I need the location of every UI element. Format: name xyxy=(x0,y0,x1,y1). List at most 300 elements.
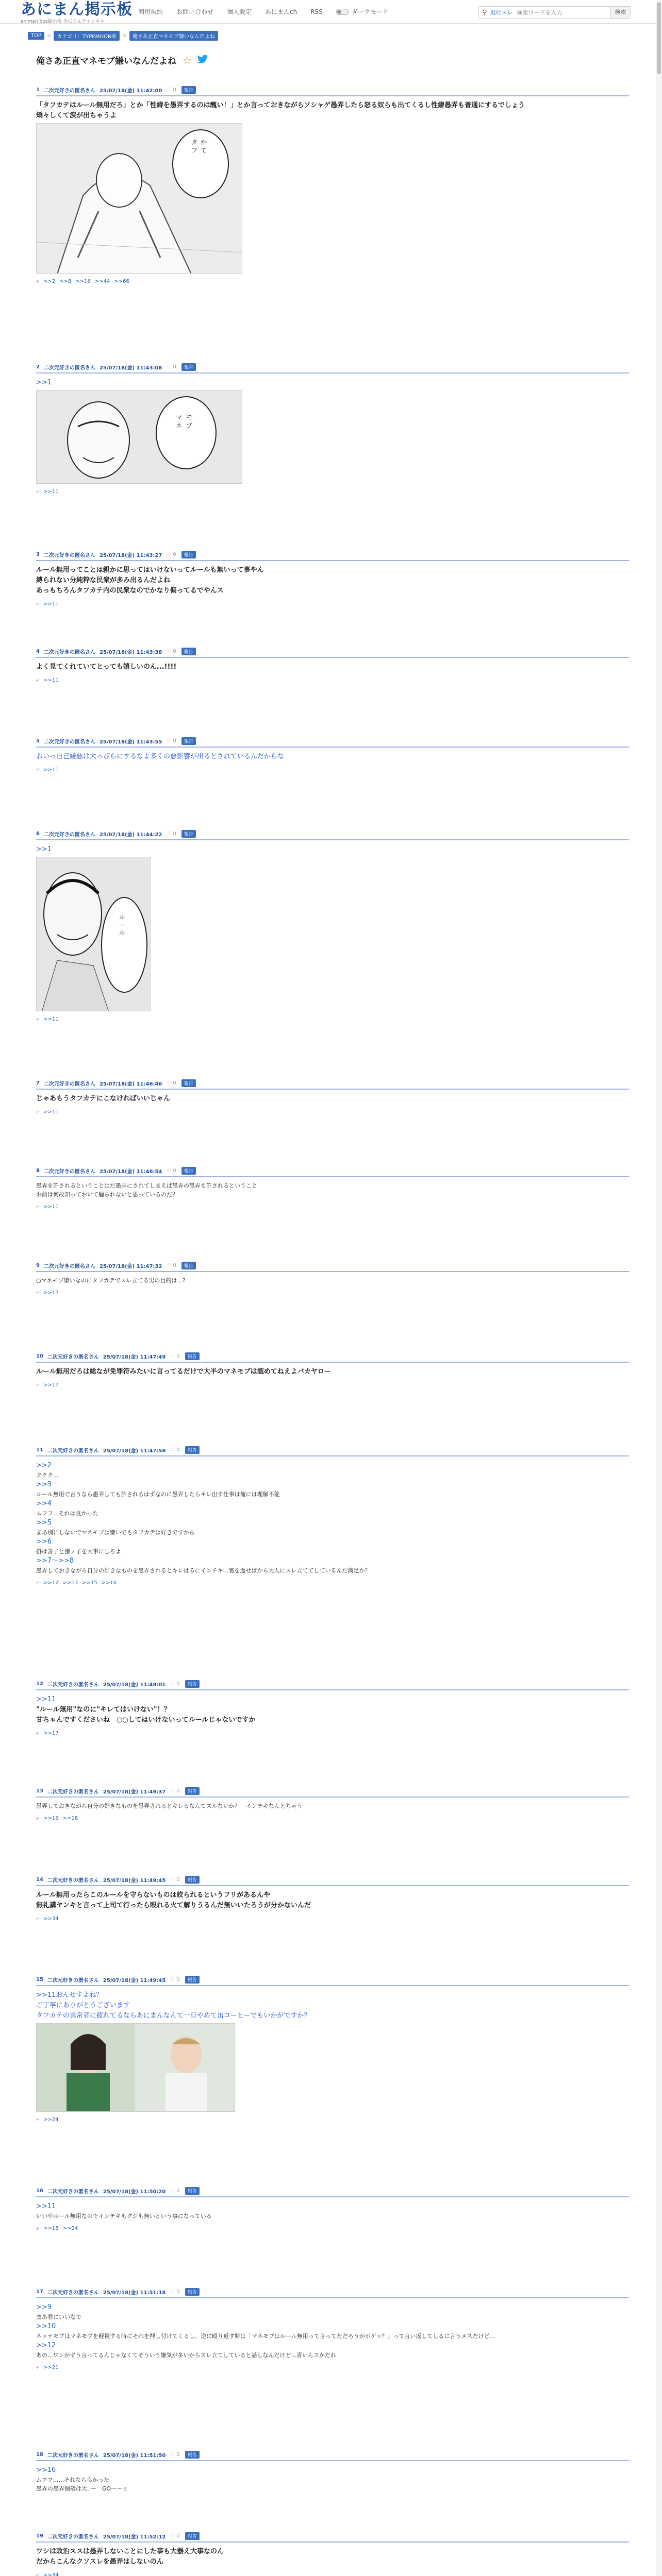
post-body xyxy=(36,1802,629,1810)
post-number[interactable]: 11 xyxy=(36,1447,43,1453)
post xyxy=(36,86,629,285)
post-date: 25/07/18(金) 11:47:58 xyxy=(103,1448,166,1454)
poster-name: 二次元好きの匿名さん xyxy=(43,88,95,94)
reply-link[interactable]: >>24 xyxy=(43,2116,59,2123)
dark-mode-toggle[interactable] xyxy=(336,9,349,15)
poster-name: 二次元好きの匿名さん xyxy=(47,1448,99,1454)
post-number[interactable]: 8 xyxy=(36,1167,40,1174)
anchor-link[interactable]: >>9 xyxy=(36,2303,52,2311)
report-button[interactable]: 報告 xyxy=(185,1446,200,1454)
post-body xyxy=(36,2201,629,2221)
reply-link[interactable]: >>17 xyxy=(43,1290,59,1296)
post-body xyxy=(36,1890,629,1911)
post-number[interactable]: 14 xyxy=(36,1876,43,1883)
heart-icon[interactable]: ♡ xyxy=(166,1167,171,1174)
post-text: まあ別にしないでマネモブは嫌いでもタフカテは好きですから xyxy=(36,1529,195,1536)
post-image[interactable] xyxy=(36,123,242,274)
post-header xyxy=(36,829,629,838)
post-body xyxy=(36,752,629,762)
reply-links xyxy=(36,2364,629,2371)
post xyxy=(36,2450,629,2493)
post xyxy=(36,647,629,684)
reply-links xyxy=(36,766,629,773)
post xyxy=(36,2532,629,2576)
reply-icon[interactable]: ⤶ xyxy=(36,2571,40,2576)
svg-text:ブ: ブ xyxy=(186,422,193,429)
post-header xyxy=(36,1446,629,1454)
heart-icon[interactable]: ♡ xyxy=(170,2533,175,2539)
star-icon[interactable]: ☆ xyxy=(183,54,192,66)
post-body xyxy=(36,2465,629,2493)
reply-links xyxy=(36,2225,629,2232)
post-body xyxy=(36,100,629,274)
post-text: ムフフ...それは良かった xyxy=(36,1510,98,1517)
report-button[interactable]: 報告 xyxy=(185,1680,200,1688)
reply-links xyxy=(36,600,629,607)
poster-name: 二次元好きの匿名さん xyxy=(43,1263,95,1269)
reply-link[interactable]: >>11 xyxy=(43,1016,59,1022)
report-button[interactable]: 報告 xyxy=(185,1876,200,1884)
report-button[interactable]: 報告 xyxy=(181,830,196,838)
poster-name: 二次元好きの匿名さん xyxy=(43,832,95,838)
anchor-link[interactable]: >>4 xyxy=(36,1500,52,1507)
like-count: 0 xyxy=(173,87,176,93)
post-text: よく見てくれていてとっても嬉しいのん...!!!! xyxy=(36,663,177,671)
heart-icon[interactable]: ♡ xyxy=(170,1681,175,1687)
svg-text:モ: モ xyxy=(186,414,193,421)
photo-image xyxy=(37,2024,235,2112)
post-header xyxy=(36,86,629,94)
report-button[interactable]: 報告 xyxy=(181,551,196,558)
nav-contact[interactable]: お問い合わせ xyxy=(176,8,214,15)
report-button[interactable]: 報告 xyxy=(181,1167,196,1175)
post-header xyxy=(36,2450,629,2459)
reply-links xyxy=(36,1579,629,1586)
post-body xyxy=(36,2547,629,2567)
heart-icon[interactable]: ♡ xyxy=(166,648,171,654)
poster-name: 二次元好きの匿名さん xyxy=(47,2534,99,2540)
heart-icon[interactable]: ♡ xyxy=(170,2289,175,2295)
scrollbar[interactable] xyxy=(656,0,662,2576)
post-body xyxy=(36,378,629,484)
anchor-link[interactable]: >>1 xyxy=(36,845,52,853)
post-date: 25/07/18(金) 11:46:54 xyxy=(99,1168,162,1175)
divider xyxy=(36,1985,629,1986)
report-button[interactable]: 報告 xyxy=(181,737,196,745)
post xyxy=(36,1261,629,1296)
post-date: 25/07/18(金) 11:43:55 xyxy=(99,739,162,745)
post-text: ククク... xyxy=(36,1472,59,1479)
svg-text:て: て xyxy=(201,147,207,154)
heart-icon[interactable]: ♡ xyxy=(170,1788,175,1794)
like-count: 0 xyxy=(176,1353,180,1359)
svg-text:ル: ル xyxy=(119,914,125,921)
post-header xyxy=(36,2287,629,2296)
report-button[interactable]: 報告 xyxy=(181,1079,196,1087)
anchor-link[interactable]: >>3 xyxy=(36,1481,52,1488)
post-date: 25/07/18(金) 11:49:37 xyxy=(103,1789,166,1795)
anchor-link[interactable]: >>12 xyxy=(36,2342,56,2349)
heart-icon[interactable]: ♡ xyxy=(166,87,171,93)
post-text: 愚弄しておきながら自分の好きなものを愚弄されるとキレはるにインチキ...裏を返せばから大人にスレ立ててしているんだ満足か？ xyxy=(36,1567,371,1574)
reply-icon[interactable]: ⤶ xyxy=(36,1381,40,1388)
post-header xyxy=(36,2187,629,2195)
post-body xyxy=(36,1181,629,1199)
post-number[interactable]: 10 xyxy=(36,1353,43,1359)
search-bar xyxy=(478,6,631,19)
reply-links xyxy=(36,1015,629,1023)
post-header xyxy=(36,1787,629,1795)
post xyxy=(36,737,629,773)
reply-link[interactable]: >>18 xyxy=(62,1815,78,1821)
post-number[interactable]: 15 xyxy=(36,1976,43,1982)
post-date: 25/07/18(金) 11:46:46 xyxy=(99,1081,162,1087)
poster-name: 二次元好きの匿名さん xyxy=(43,365,95,371)
post-image[interactable] xyxy=(36,390,242,484)
post xyxy=(36,1352,629,1388)
dark-mode-label: ダークモード xyxy=(351,8,389,15)
like-count: 0 xyxy=(176,2289,180,2295)
post xyxy=(36,2287,629,2371)
post xyxy=(36,1166,629,1210)
reply-icon[interactable]: ⤶ xyxy=(36,1730,40,1736)
anchor-link[interactable]: >>2 xyxy=(36,1462,52,1469)
reply-link[interactable]: >>11 xyxy=(43,1204,59,1210)
anchor-link[interactable]: >>11 xyxy=(36,2202,56,2210)
poster-name: 二次元好きの匿名さん xyxy=(43,739,95,745)
post-date: 25/07/18(金) 11:49:01 xyxy=(103,1682,166,1688)
post-body xyxy=(36,1461,629,1575)
post-date: 25/07/18(金) 11:44:22 xyxy=(99,832,162,838)
post xyxy=(36,1446,629,1586)
heart-icon[interactable]: ♡ xyxy=(170,1976,175,1982)
reply-link[interactable]: >>17 xyxy=(43,1730,59,1736)
reply-link[interactable]: >>16 xyxy=(75,278,91,284)
post-image[interactable] xyxy=(36,2023,235,2112)
post-number[interactable]: 18 xyxy=(36,2451,43,2458)
post-number[interactable]: 6 xyxy=(36,831,40,837)
site-logo[interactable] xyxy=(21,1,133,24)
heart-icon[interactable]: ♡ xyxy=(166,551,171,557)
breadcrumb-separator: > xyxy=(122,33,127,39)
heart-icon[interactable]: ♡ xyxy=(166,831,171,837)
anchor-link[interactable]: >>16 xyxy=(36,2466,56,2474)
anchor-link[interactable]: >>6 xyxy=(36,1538,52,1546)
post-body xyxy=(36,844,629,1011)
divider xyxy=(36,1455,629,1456)
breadcrumb-thread[interactable]: 俺さあ正直マネモブ嫌いなんだよね xyxy=(129,31,218,41)
reply-link[interactable]: >>17 xyxy=(43,1382,59,1388)
manga-image xyxy=(37,124,242,274)
reply-icon[interactable]: ⤶ xyxy=(36,278,40,284)
svg-text:ル: ル xyxy=(119,929,125,936)
reply-icon[interactable]: ⤶ xyxy=(36,766,40,773)
heart-icon[interactable]: ♡ xyxy=(170,1447,175,1453)
post-text: 愚弄しておきながら自分の好きなものを愚弄されるとキレるなんてズルないか？ インチキなんとちゃう xyxy=(36,1803,303,1809)
nav-animanch[interactable]: あにまんch xyxy=(265,8,297,15)
post-date: 25/07/18(金) 11:43:08 xyxy=(99,365,162,371)
report-button[interactable]: 報告 xyxy=(181,648,196,655)
reply-links xyxy=(36,488,629,495)
anchor-link[interactable]: >>7〜>>8 xyxy=(36,1557,74,1565)
anchor-link[interactable]: >>11 xyxy=(36,1696,56,1703)
reply-link[interactable]: >>34 xyxy=(43,1916,59,1922)
post xyxy=(36,2187,629,2232)
anchor-link[interactable]: >>5 xyxy=(36,1519,52,1527)
post-header xyxy=(36,1261,629,1269)
post-text: ご丁寧にありがとうございます xyxy=(36,2002,130,2009)
nav-terms[interactable]: 利用規約 xyxy=(138,8,163,15)
post xyxy=(36,550,629,607)
divider xyxy=(36,560,629,561)
reply-link[interactable]: >>24 xyxy=(62,2225,78,2231)
like-count: 0 xyxy=(173,364,176,370)
svg-text:タ: タ xyxy=(191,139,198,146)
like-count: 0 xyxy=(176,2451,180,2458)
reply-icon[interactable]: ⤶ xyxy=(36,1815,40,1821)
search-button[interactable]: 検索 xyxy=(610,7,631,18)
post-header xyxy=(36,1975,629,1984)
post-header xyxy=(36,550,629,558)
post-number[interactable]: 7 xyxy=(36,1080,40,1086)
like-count: 0 xyxy=(173,648,176,654)
reply-link[interactable]: >>18 xyxy=(43,2225,59,2231)
reply-icon[interactable]: ⤶ xyxy=(36,2364,40,2370)
post-date: 25/07/18(金) 11:43:38 xyxy=(99,649,162,655)
divider xyxy=(36,1176,629,1177)
site-header xyxy=(0,0,662,24)
reply-link[interactable]: >>44 xyxy=(94,278,110,284)
post-body xyxy=(36,2302,629,2360)
reply-link[interactable]: >>11 xyxy=(43,767,59,773)
like-count: 0 xyxy=(176,1681,180,1687)
logo-subtitle: animan bbs掲示板 あにまんチャンネル xyxy=(21,19,105,24)
report-button[interactable]: 報告 xyxy=(185,1976,200,1984)
post-text: ルール無用で言うなら愚弄しても許されるはずなのに愚弄したらキレ出す仕事は俺には理解不能 xyxy=(36,1491,280,1498)
breadcrumb-category[interactable]: カテゴリ：TYPEMOON系 xyxy=(54,31,120,41)
header-nav xyxy=(138,7,388,16)
divider xyxy=(36,839,629,840)
heart-icon[interactable]: ♡ xyxy=(170,2451,175,2458)
post-body xyxy=(36,1367,629,1377)
poster-name: 二次元好きの匿名さん xyxy=(47,1789,99,1795)
post-text: "ルール無用"なのに"キレてはいけない"！？ xyxy=(36,1706,171,1714)
post-date: 25/07/18(金) 11:43:27 xyxy=(99,552,162,558)
post-number[interactable]: 19 xyxy=(36,2533,43,2539)
post-header xyxy=(36,1875,629,1884)
post-body xyxy=(36,662,629,672)
reply-link[interactable]: >>12 xyxy=(43,1580,59,1586)
manga-image xyxy=(37,857,151,1011)
like-count: 0 xyxy=(173,831,176,837)
reply-icon[interactable]: ⤶ xyxy=(36,600,40,607)
post-header xyxy=(36,1352,629,1360)
reply-link[interactable]: >>2 xyxy=(43,278,56,284)
like-count: 0 xyxy=(173,738,176,744)
like-count: 0 xyxy=(176,1976,180,1982)
breadcrumb-top[interactable]: TOP xyxy=(28,32,44,40)
poster-name: 二次元好きの匿名さん xyxy=(47,1354,99,1360)
heart-icon[interactable]: ♡ xyxy=(170,1876,175,1883)
post-number[interactable]: 13 xyxy=(36,1788,43,1794)
post-image[interactable] xyxy=(36,857,151,1011)
thread-title-row xyxy=(36,54,208,66)
post-date: 25/07/18(金) 11:49:45 xyxy=(103,1877,166,1884)
post-body xyxy=(36,1694,629,1725)
post-text: 「タフカテはルール無用だろ」とか「性癖を愚弄するのは醜い！」とか言っておきながらソシャゲ愚弄したら怒る奴らも出てくるし性癖愚弄も普通にするでしょう xyxy=(36,101,525,109)
report-button[interactable]: 報告 xyxy=(181,86,196,94)
scrollbar-thumb[interactable] xyxy=(657,2,661,74)
divider xyxy=(36,1271,629,1272)
post-number[interactable]: 2 xyxy=(36,364,40,370)
reply-icon[interactable]: ⤶ xyxy=(36,2116,40,2123)
divider xyxy=(36,1797,629,1798)
reply-link[interactable]: >>34 xyxy=(43,2572,59,2576)
post-date: 25/07/18(金) 11:47:32 xyxy=(99,1263,162,1269)
reply-icon[interactable]: ⤶ xyxy=(36,676,40,683)
post-number[interactable]: 1 xyxy=(36,87,40,93)
post-text: ムフフ......それなら良かった xyxy=(36,2477,109,2483)
reply-icon[interactable]: ⤶ xyxy=(36,488,40,495)
post-number[interactable]: 12 xyxy=(36,1681,43,1687)
manga-image xyxy=(37,391,242,484)
post-header xyxy=(36,2532,629,2540)
post-text: ネッテモブはマネモブを軽視する時にそれを押し付けてくるし、逆に殴り返す時は「マネモブはルール無用って言ってただろうがボゲッ？」って言い返してしるに言うメスだけど... xyxy=(36,2333,495,2340)
post-text: >>11おんせすよね？ xyxy=(36,1991,103,1999)
divider xyxy=(36,2541,629,2543)
poster-name: 二次元好きの匿名さん xyxy=(47,2452,99,2459)
reply-link[interactable]: >>8 xyxy=(59,278,72,284)
divider xyxy=(36,657,629,658)
post xyxy=(36,363,629,495)
reply-link[interactable]: >>11 xyxy=(43,677,59,683)
reply-link[interactable]: >>21 xyxy=(43,2364,59,2370)
reply-links xyxy=(36,1815,629,1822)
post-body xyxy=(36,1094,629,1104)
post-number[interactable]: 9 xyxy=(36,1262,40,1268)
post-body xyxy=(36,1276,629,1285)
heart-icon[interactable]: ♡ xyxy=(170,1353,175,1359)
search-scope-select[interactable]: 現行スレ xyxy=(490,9,513,16)
report-button[interactable]: 報告 xyxy=(185,2288,200,2296)
reply-icon[interactable]: ⤶ xyxy=(36,1915,40,1922)
post-text: 無礼講ヤンキと言って上司て行ったら殴れる火て解りうるんだ無いいたろうが分かないんだ xyxy=(36,1902,311,1909)
heart-icon[interactable]: ♡ xyxy=(166,1080,171,1086)
reply-links xyxy=(36,1915,629,1922)
heart-icon[interactable]: ♡ xyxy=(170,2188,175,2194)
reply-link[interactable]: >>11 xyxy=(43,601,59,607)
post-number[interactable]: 5 xyxy=(36,738,40,744)
svg-text:マ: マ xyxy=(176,414,183,421)
like-count: 0 xyxy=(173,1262,176,1268)
svg-text:ネ: ネ xyxy=(176,422,183,429)
heart-icon[interactable]: ♡ xyxy=(166,364,171,370)
report-button[interactable]: 報告 xyxy=(181,1262,196,1269)
post-body xyxy=(36,565,629,596)
reply-icon[interactable]: ⤶ xyxy=(36,2225,40,2231)
post-text: ワシは政治ススは愚弄しないことにした事も大器え大事なのん xyxy=(36,2548,224,2555)
post-text: お前は何故知っておいて騒られないと思っているのだ？ xyxy=(36,1191,178,1198)
post-number[interactable]: 17 xyxy=(36,2289,43,2295)
divider xyxy=(36,1362,629,1363)
divider xyxy=(36,2297,629,2298)
report-button[interactable]: 報告 xyxy=(185,1787,200,1795)
post-date: 25/07/18(金) 11:42:00 xyxy=(99,88,162,94)
post xyxy=(36,1975,629,2123)
post-date: 25/07/18(金) 11:50:20 xyxy=(103,2189,166,2195)
divider xyxy=(36,95,629,96)
reply-links xyxy=(36,278,629,285)
post-number[interactable]: 16 xyxy=(36,2188,43,2194)
reply-links xyxy=(36,1289,629,1296)
reply-link[interactable]: >>13 xyxy=(62,1580,78,1586)
breadcrumb xyxy=(28,31,218,41)
post-text: ルール無用だろは総なが免罪符みたいに言ってるだけで大半のマネモブは認めてねえよバカヤロー xyxy=(36,1368,331,1376)
poster-name: 二次元好きの匿名さん xyxy=(43,1081,95,1087)
poster-name: 二次元好きの匿名さん xyxy=(47,2290,99,2296)
reply-links xyxy=(36,1203,629,1210)
report-button[interactable]: 報告 xyxy=(185,2532,200,2540)
post-text: まあ君にいいなで xyxy=(36,2314,81,2320)
reply-icon[interactable]: ⤶ xyxy=(36,1015,40,1022)
reply-link[interactable]: >>66 xyxy=(114,278,129,284)
divider xyxy=(36,1885,629,1886)
report-button[interactable]: 報告 xyxy=(185,2451,200,2459)
post-number[interactable]: 4 xyxy=(36,648,40,654)
reply-icon[interactable]: ⤶ xyxy=(36,1203,40,1210)
heart-icon[interactable]: ♡ xyxy=(166,738,171,744)
reply-link[interactable]: >>11 xyxy=(43,1109,59,1115)
reply-link[interactable]: >>15 xyxy=(82,1580,97,1586)
search-input[interactable] xyxy=(516,9,604,16)
poster-name: 二次元好きの匿名さん xyxy=(43,649,95,655)
report-button[interactable]: 報告 xyxy=(185,2187,200,2195)
report-button[interactable]: 報告 xyxy=(185,1352,200,1360)
post-text: ルール無用ってことは親かに思ってはいけないってルールも無いって事やん xyxy=(36,566,264,574)
reply-icon[interactable]: ⤶ xyxy=(36,1579,40,1586)
like-count: 0 xyxy=(176,1876,180,1883)
heart-icon[interactable]: ♡ xyxy=(166,1262,171,1268)
reply-link[interactable]: >>16 xyxy=(101,1580,117,1586)
post-date: 25/07/18(金) 11:51:18 xyxy=(103,2290,166,2296)
poster-name: 二次元好きの匿名さん xyxy=(43,552,95,558)
logo-title[interactable]: あにまん掲示板 xyxy=(21,1,133,19)
post-date: 25/07/18(金) 11:52:12 xyxy=(103,2534,166,2540)
reply-icon[interactable]: ⤶ xyxy=(36,1289,40,1296)
post-number[interactable]: 3 xyxy=(36,551,40,557)
search-icon: ⚲ xyxy=(482,8,487,16)
nav-rss[interactable]: RSS xyxy=(310,8,323,15)
reply-links xyxy=(36,1381,629,1388)
post-text: あの...ワンがずう言ってるんじゃなくてそういう嫌気が多いからスレ立てしていると話しなんだけど...喜いんスかだれ xyxy=(36,2352,336,2359)
reply-icon[interactable]: ⤶ xyxy=(36,1108,40,1115)
reply-link[interactable]: >>16 xyxy=(43,1815,59,1821)
svg-text:か: か xyxy=(201,139,207,146)
nav-settings[interactable]: 個人設定 xyxy=(227,8,252,15)
reply-link[interactable]: >>11 xyxy=(43,488,59,495)
post xyxy=(36,1787,629,1822)
anchor-link[interactable]: >>10 xyxy=(36,2323,56,2330)
report-button[interactable]: 報告 xyxy=(181,363,196,371)
divider xyxy=(36,747,629,748)
post-text: だからこんなクソスレを愚弄はしないのん xyxy=(36,2558,163,2566)
twitter-bird-icon[interactable] xyxy=(197,55,208,66)
post-text: いいやルール無用なのでインチキもグジも無いという事になっている xyxy=(36,2213,212,2219)
post-text: タフカテの異常者に疲れてるならあにまんなんて一旦やめて缶コーヒーでもいかがですか？ xyxy=(36,2012,311,2020)
anchor-link[interactable]: >>1 xyxy=(36,379,52,386)
poster-name: 二次元好きの匿名さん xyxy=(43,1168,95,1175)
post-text: ○マネモブ嫌いなのにタフカテでスレ立てる男の目的は...? xyxy=(36,1277,186,1284)
